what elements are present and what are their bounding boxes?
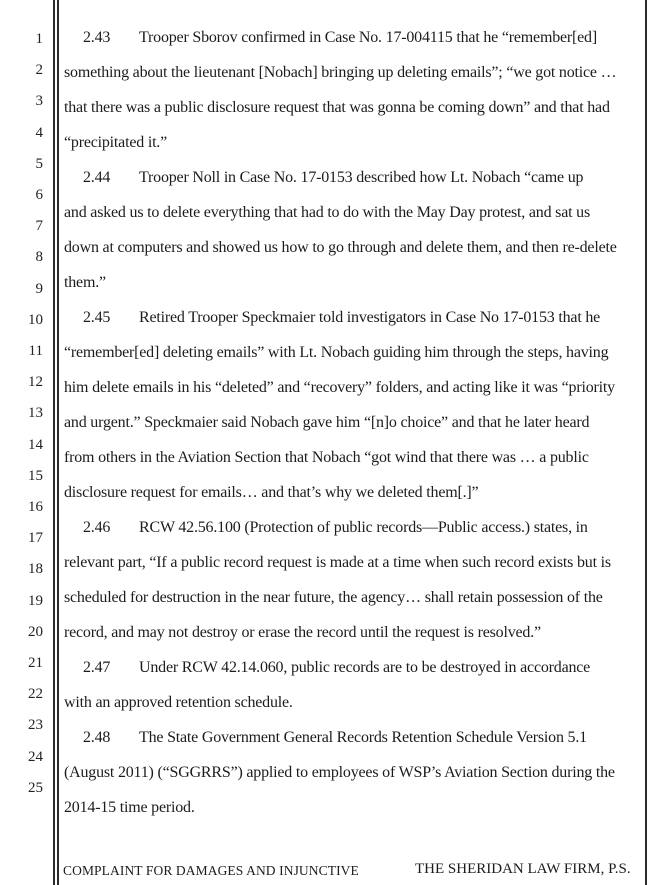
- paragraph-line: [64, 265, 644, 300]
- line-number: 8: [35, 249, 43, 266]
- paragraph-line: [64, 90, 644, 125]
- line-text: him delete emails in his “deleted” and “recovery” folders, and acting like it was “priority: [64, 379, 615, 396]
- paragraph: [64, 510, 644, 650]
- right-margin-rule: [645, 0, 647, 885]
- paragraph: [64, 720, 644, 825]
- paragraph-line: [64, 55, 644, 90]
- line-number-column: [0, 0, 44, 885]
- document-body: [64, 20, 644, 825]
- line-number: 7: [35, 218, 43, 235]
- line-text: down at computers and showed us how to go through and delete them, and then re-delete: [64, 239, 617, 256]
- line-text: Retired Trooper Speckmaier told investigators in Case No 17-0153 that he: [139, 309, 601, 326]
- paragraph: [64, 300, 644, 510]
- line-text: and asked us to delete everything that had to do with the May Day protest, and sat us: [64, 204, 590, 221]
- paragraph: [64, 20, 644, 160]
- paragraph-first-line: [64, 300, 644, 335]
- paragraph-number: 2.43: [83, 29, 111, 46]
- footer-law-firm-name: THE SHERIDAN LAW FIRM, P.S.: [415, 861, 631, 877]
- line-text: Trooper Sborov confirmed in Case No. 17-004115 that he “remember[ed]: [139, 29, 597, 46]
- line-text: (August 2011) (“SGGRRS”) applied to employees of WSP’s Aviation Section during the: [64, 764, 615, 781]
- line-text: from others in the Aviation Section that Nobach “got wind that there was … a public: [64, 449, 589, 466]
- line-text: and urgent.” Speckmaier said Nobach gave him “[n]o choice” and that he later heard: [64, 414, 590, 431]
- line-text: disclosure request for emails… and that’s why we deleted them[.]”: [64, 484, 479, 501]
- paragraph-line: [64, 615, 644, 650]
- line-text: 2014-15 time period.: [64, 799, 195, 816]
- line-number: 12: [28, 374, 43, 391]
- line-number: 25: [28, 779, 43, 796]
- line-text: Under RCW 42.14.060, public records are to be destroyed in accordance: [139, 659, 591, 676]
- paragraph-line: [64, 475, 644, 510]
- line-text: with an approved retention schedule.: [64, 694, 293, 711]
- line-text: The State Government General Records Retention Schedule Version 5.1: [139, 729, 587, 746]
- paragraph-first-line: [64, 720, 644, 755]
- line-number: 18: [28, 561, 43, 578]
- line-number: 17: [28, 530, 43, 547]
- line-number: 22: [28, 686, 43, 703]
- paragraph-line: [64, 125, 644, 160]
- footer: [0, 861, 667, 885]
- line-number: 14: [28, 436, 43, 453]
- line-text: that there was a public disclosure request that was gonna be coming down” and that had: [64, 99, 610, 116]
- paragraph-line: [64, 440, 644, 475]
- paragraph: [64, 160, 644, 300]
- paragraph: [64, 650, 644, 720]
- paragraph-number: 2.48: [83, 729, 111, 746]
- paragraph-line: [64, 545, 644, 580]
- line-number: 9: [35, 280, 43, 297]
- line-number: 23: [28, 717, 43, 734]
- paragraph-line: [64, 405, 644, 440]
- line-text: relevant part, “If a public record request is made at a time when such record exists but is: [64, 554, 611, 571]
- line-number: 5: [35, 155, 43, 172]
- paragraph-line: [64, 685, 644, 720]
- line-number: 6: [35, 187, 43, 203]
- left-double-rule-inner: [57, 0, 59, 885]
- paragraph-line: [64, 580, 644, 615]
- paragraph-number: 2.44: [83, 169, 111, 186]
- line-number: 3: [35, 93, 43, 110]
- line-text: “remember[ed] deleting emails” with Lt. Nobach guiding him through the steps, having: [64, 344, 609, 361]
- line-text: something about the lieutenant [Nobach] bringing up deleting emails”; “we got notice …: [64, 64, 617, 81]
- line-number: 1: [35, 31, 43, 47]
- line-number: 24: [28, 748, 43, 765]
- left-double-rule-outer: [53, 0, 55, 885]
- footer-document-title: COMPLAINT FOR DAMAGES AND INJUNCTIVE: [63, 863, 359, 878]
- line-text: scheduled for destruction in the near future, the agency… shall retain possession of the: [64, 589, 603, 606]
- paragraph-first-line: [64, 20, 644, 55]
- line-number: 11: [28, 343, 43, 359]
- line-number: 4: [35, 124, 43, 141]
- line-number: 13: [28, 405, 43, 422]
- line-number: 10: [28, 311, 43, 328]
- paragraph-first-line: [64, 650, 644, 685]
- line-number: 21: [28, 655, 43, 671]
- paragraph-line: [64, 755, 644, 790]
- line-text: “precipitated it.”: [64, 134, 168, 151]
- paragraph-first-line: [64, 510, 644, 545]
- paragraph-first-line: [64, 160, 644, 195]
- paragraph-line: [64, 370, 644, 405]
- paragraph-number: 2.46: [83, 519, 111, 536]
- paragraph-line: [64, 790, 644, 825]
- paragraph-number: 2.47: [83, 659, 111, 676]
- paragraph-line: [64, 335, 644, 370]
- line-text: RCW 42.56.100 (Protection of public records—Public access.) states, in: [139, 519, 588, 536]
- line-text: Trooper Noll in Case No. 17-0153 described how Lt. Nobach “came up: [139, 169, 584, 186]
- line-text: them.”: [64, 274, 106, 291]
- paragraph-line: [64, 230, 644, 265]
- paragraph-line: [64, 195, 644, 230]
- line-number: 19: [28, 592, 43, 609]
- line-number: 20: [28, 623, 43, 640]
- line-number: 2: [35, 62, 43, 79]
- line-number: 15: [28, 467, 43, 484]
- paragraph-number: 2.45: [83, 309, 111, 326]
- line-number: 16: [28, 499, 43, 515]
- line-text: record, and may not destroy or erase the record until the request is resolved.”: [64, 624, 541, 641]
